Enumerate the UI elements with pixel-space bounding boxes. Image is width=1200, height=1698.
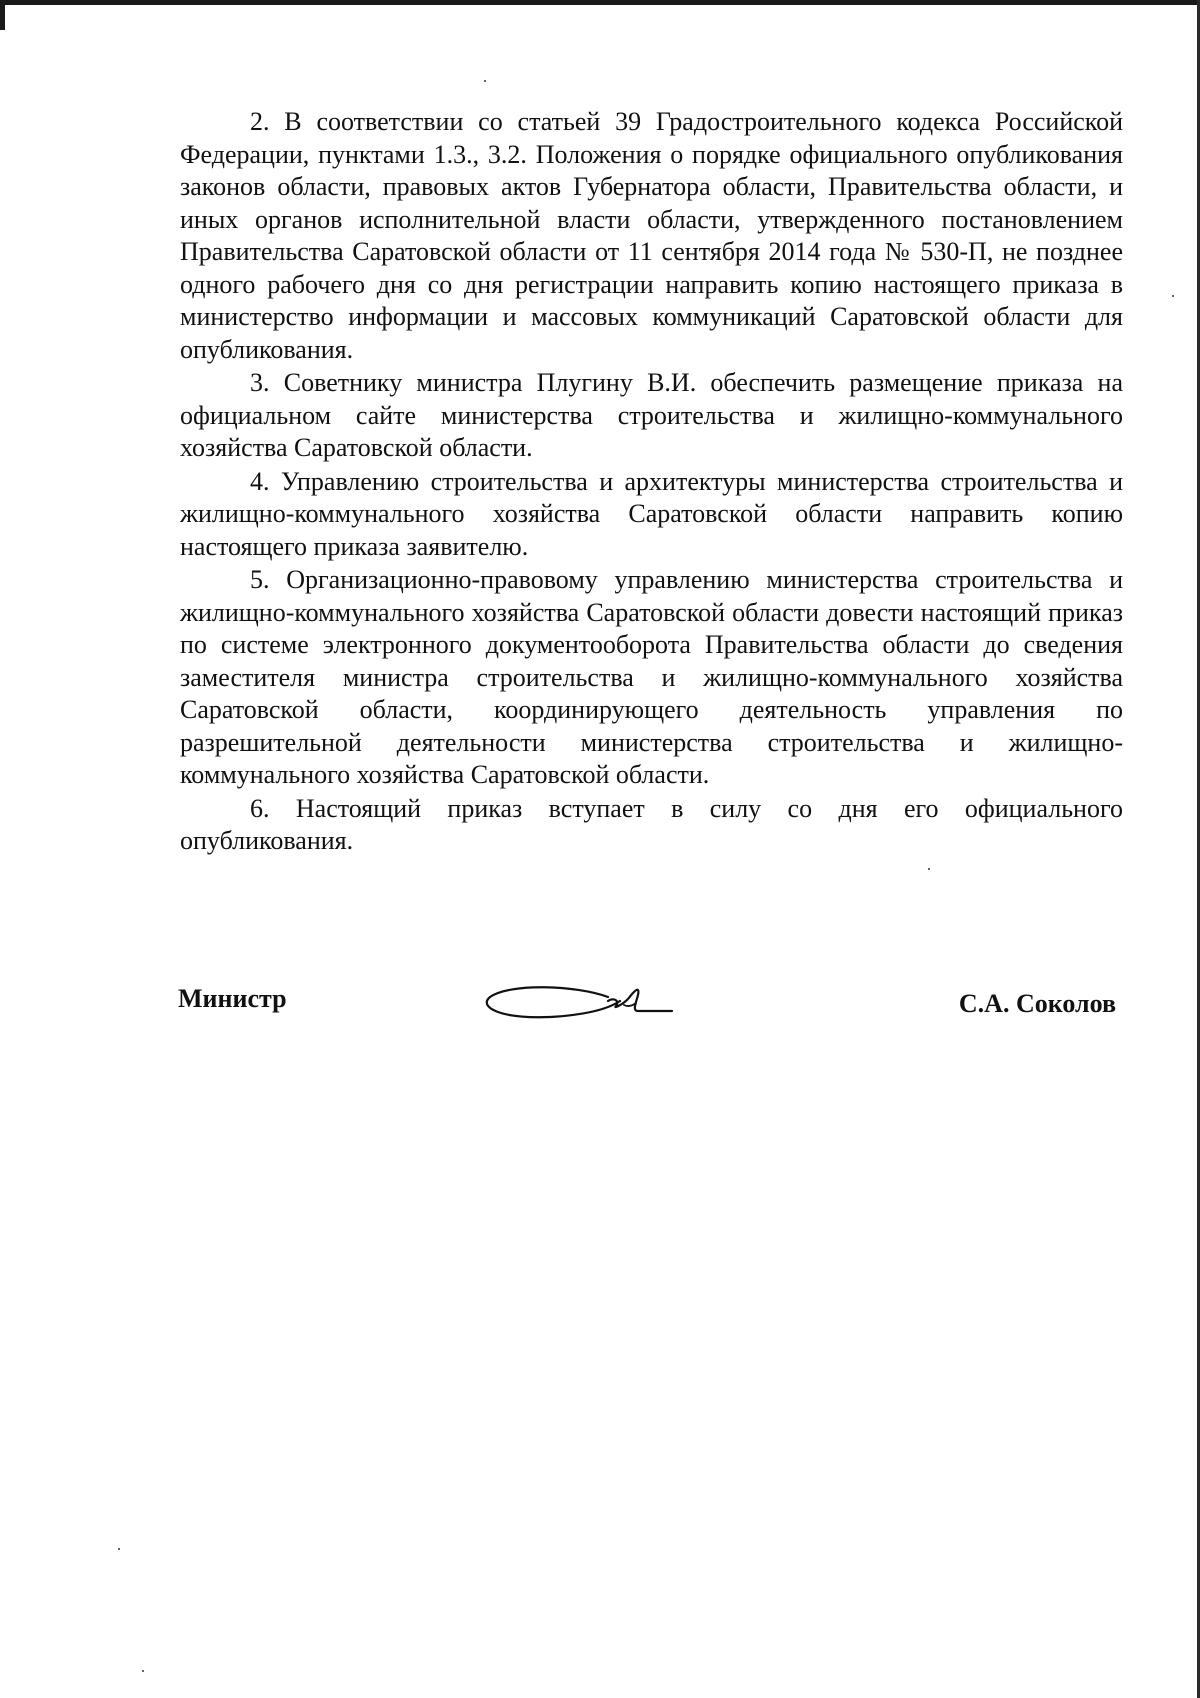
scan-speck — [928, 868, 930, 870]
signatory-name: С.А. Соколов — [958, 989, 1116, 1018]
signature-block — [178, 975, 1116, 1035]
paragraph-5: 5. Организационно-правовому управлению министерства строительства и жилищно-коммунального хозяйства Саратовской области довести настоящий приказ по системе электронного документооборота Правительства области до сведения заместителя министра строительства и жилищно-коммунального хозяйства Саратовской области, координирующего деятельность управления по разрешительной деятельности министерства строительства и жилищно-коммунального хозяйства Саратовской области. — [180, 565, 1123, 789]
paragraph-3: 3. Советнику министра Плугину В.И. обеспечить размещение приказа на официальном сайте министерства строительства и жилищно-коммунального хозяйства Саратовской области. — [180, 368, 1123, 462]
handwritten-signature-icon — [480, 975, 680, 1025]
scan-speck — [118, 1548, 120, 1550]
signatory-title: Министр — [178, 984, 287, 1013]
document-body — [180, 106, 1123, 859]
scan-speck — [142, 1670, 144, 1672]
paragraph-6: 6. Настоящий приказ вступает в силу со дня его официального опубликования. — [180, 793, 1123, 855]
scan-edge-top — [0, 0, 1200, 5]
paragraph-4: 4. Управлению строительства и архитектуры министерства строительства и жилищно-коммунального хозяйства Саратовской области направить копию настоящего приказа заявителю. — [180, 466, 1123, 561]
scan-speck — [1172, 295, 1174, 297]
scan-speck — [484, 80, 486, 82]
paragraph-2: 2. В соответствии со статьей 39 Градостроительного кодекса Российской Федерации, пунктами 1.3., 3.2. Положения о порядке официального опубликования законов области, правовых актов Губернатора области, Правительства области, и иных органов исполнительной власти области, утвержденного постановлением Правительства Саратовской области от 11 сентября 2014 года № 530-П, не позднее одного рабочего дня со дня регистрации направить копию настоящего приказа в министерство информации и массовых коммуникаций Саратовской области для опубликования. — [180, 107, 1123, 364]
scan-edge-left — [0, 0, 5, 30]
